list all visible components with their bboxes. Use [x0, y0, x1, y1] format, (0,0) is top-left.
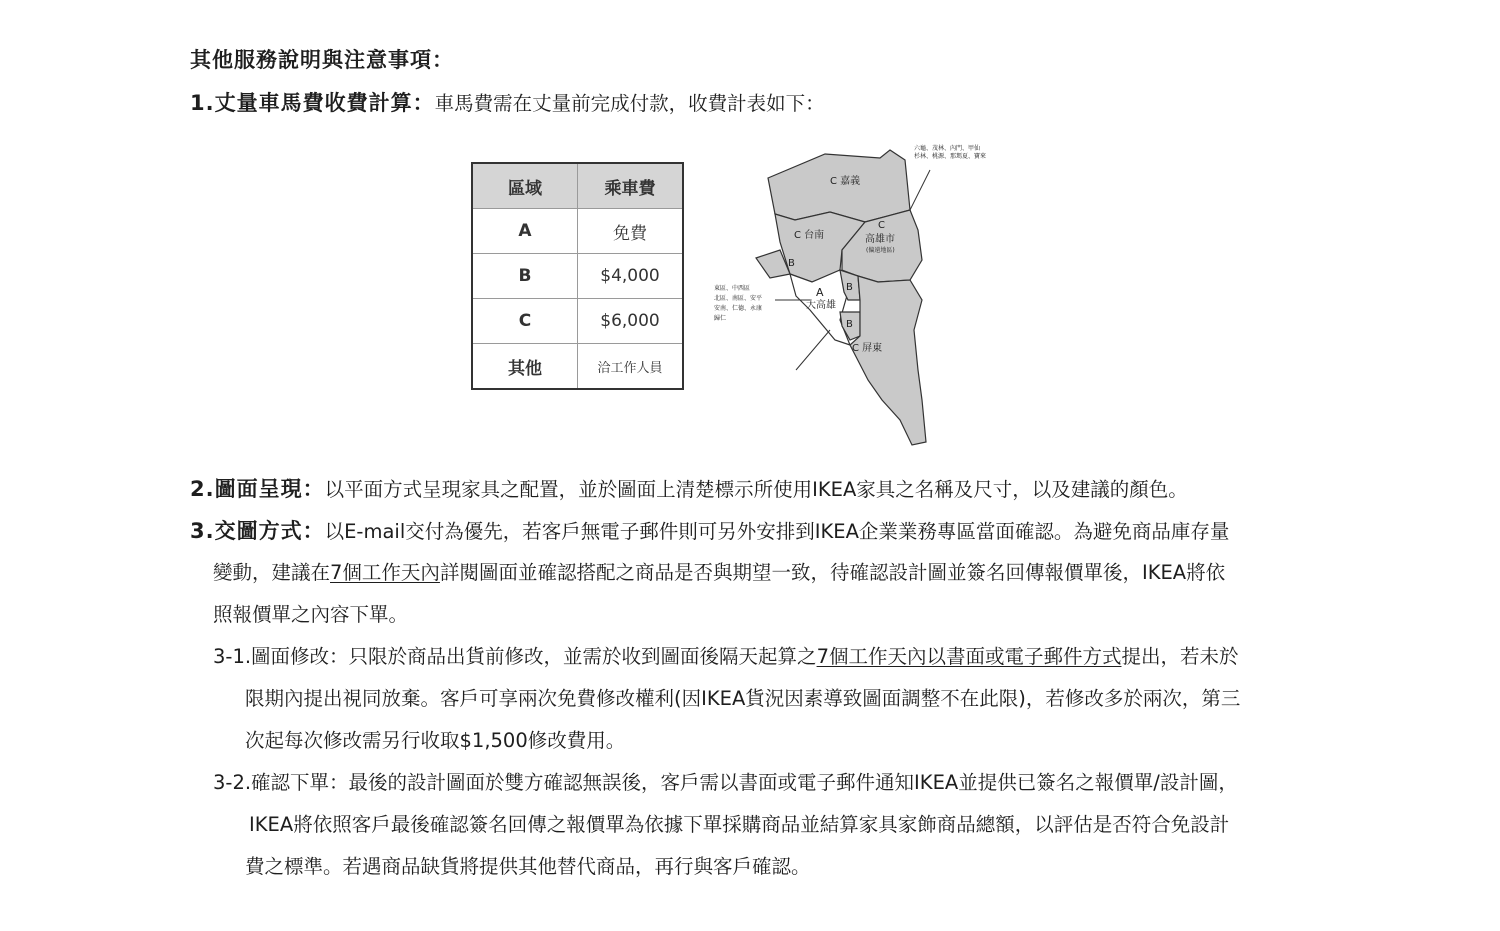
fee-table-header-fee: 乘車費 — [578, 163, 684, 209]
fee-table-zone: B — [472, 254, 578, 299]
item2-title: 2.圖面呈現： — [190, 477, 325, 501]
map-callout-top-line: 杉林、桃源、那瑪夏、寶來 — [914, 153, 987, 160]
map-label-kaohsiung-city: 高雄市 — [865, 234, 895, 245]
item1-title: 1.丈量車馬費收費計算： — [190, 91, 435, 115]
item3-line — [213, 559, 1225, 587]
item1-line — [190, 89, 825, 118]
map-label-b-lower: B — [846, 319, 853, 330]
item3-text: 以E-mail交付為優先，若客戶無電子郵件則可另外安排到IKEA企業業務專區當面確認。為避免商品庫存量 — [324, 520, 1230, 543]
fee-table-fee: $4,000 — [578, 254, 684, 299]
fee-table-header-row — [472, 163, 683, 209]
map-label-b-upper: B — [846, 282, 853, 293]
item2-text: 以平面方式呈現家具之配置，並於圖面上清楚標示所使用IKEA家具之名稱及尺寸，以及建議的顏色。 — [324, 478, 1188, 501]
map-label-tainan: C 台南 — [794, 230, 825, 241]
item3-2-line: IKEA將依照客戶最後確認簽名回傳之報價單為依據下單採購商品並結算家具家飾商品總額，以評估是否符合免設計 — [249, 813, 1230, 836]
fee-table — [471, 162, 684, 390]
item3-deadline: 7個工作天內 — [330, 561, 440, 584]
item3-line — [190, 517, 1229, 546]
map-label-b-tainan: B — [788, 258, 795, 269]
item3-1-line: 限期內提出視同放棄。客戶可享兩次免費修改權利(因IKEA貨況因素導致圖面調整不在此限)，若修改多於兩次，第三 — [245, 687, 1241, 710]
item3-text: 詳閱圖面並確認搭配之商品是否與期望一致，待確認設計圖並簽名回傳報價單後，IKEA將依 — [439, 561, 1226, 584]
item3-1-line: 次起每次修改需另行收取$1,500修改費用。 — [245, 729, 626, 752]
item3-1-line — [213, 643, 1239, 671]
fee-table-fee: 洽工作人員 — [578, 344, 684, 390]
region-map — [700, 130, 1020, 450]
fee-table-fee: $6,000 — [578, 299, 684, 344]
map-label-kaohsiung-note: (偏遠地區) — [866, 247, 895, 254]
item3-2-line: 3-2.確認下單：最後的設計圖面於雙方確認無誤後，客戶需以書面或電子郵件通知IKEA並提供已簽名之報價單/設計圖， — [213, 771, 1238, 794]
item3-1-text: 3-1.圖面修改：只限於商品出貨前修改，並需於收到圖面後隔天起算之 — [213, 645, 817, 668]
fee-table-row — [472, 344, 683, 390]
map-callout-left-line: 北區、南區、安平 — [714, 295, 763, 302]
item3-1-text: 提出，若未於 — [1121, 645, 1239, 668]
item1-text: 車馬費需在丈量前完成付款，收費計表如下： — [434, 92, 825, 115]
fee-table-row — [472, 254, 683, 299]
fee-table-fee: 免費 — [578, 209, 684, 254]
fee-table-row — [472, 209, 683, 254]
item3-2-line: 費之標準。若遇商品缺貨將提供其他替代商品，再行與客戶確認。 — [245, 855, 811, 878]
map-callout-left-line: 安南、仁德、永康 — [714, 305, 763, 312]
fee-table-zone: 其他 — [472, 344, 578, 390]
map-label-a-name: 大高雄 — [806, 300, 836, 311]
fee-table-row — [472, 299, 683, 344]
map-label-a-letter: A — [816, 286, 824, 299]
item3-title: 3.交圖方式： — [190, 519, 325, 543]
page-title: 其他服務說明與注意事項： — [190, 48, 454, 72]
map-callout-left-line: 東區、中西區 — [714, 285, 751, 292]
item3-line: 照報價單之內容下單。 — [213, 603, 409, 626]
fee-table-header-zone: 區域 — [472, 163, 578, 209]
map-callout-top-line: 六龜、茂林、內門、甲仙 — [914, 145, 981, 152]
map-label-pingtung: C 屏東 — [852, 343, 883, 354]
item3-text: 變動，建議在 — [213, 561, 331, 584]
fee-table-zone: C — [472, 299, 578, 344]
item2-line — [190, 475, 1188, 504]
map-label-chiayi: C 嘉義 — [830, 176, 861, 187]
map-callout-left-line: 歸仁 — [714, 315, 727, 322]
item3-1-deadline: 7個工作天內以書面或電子郵件方式 — [816, 645, 1122, 668]
map-label-kaohsiung-c: C — [878, 220, 885, 231]
fee-table-zone: A — [472, 209, 578, 254]
